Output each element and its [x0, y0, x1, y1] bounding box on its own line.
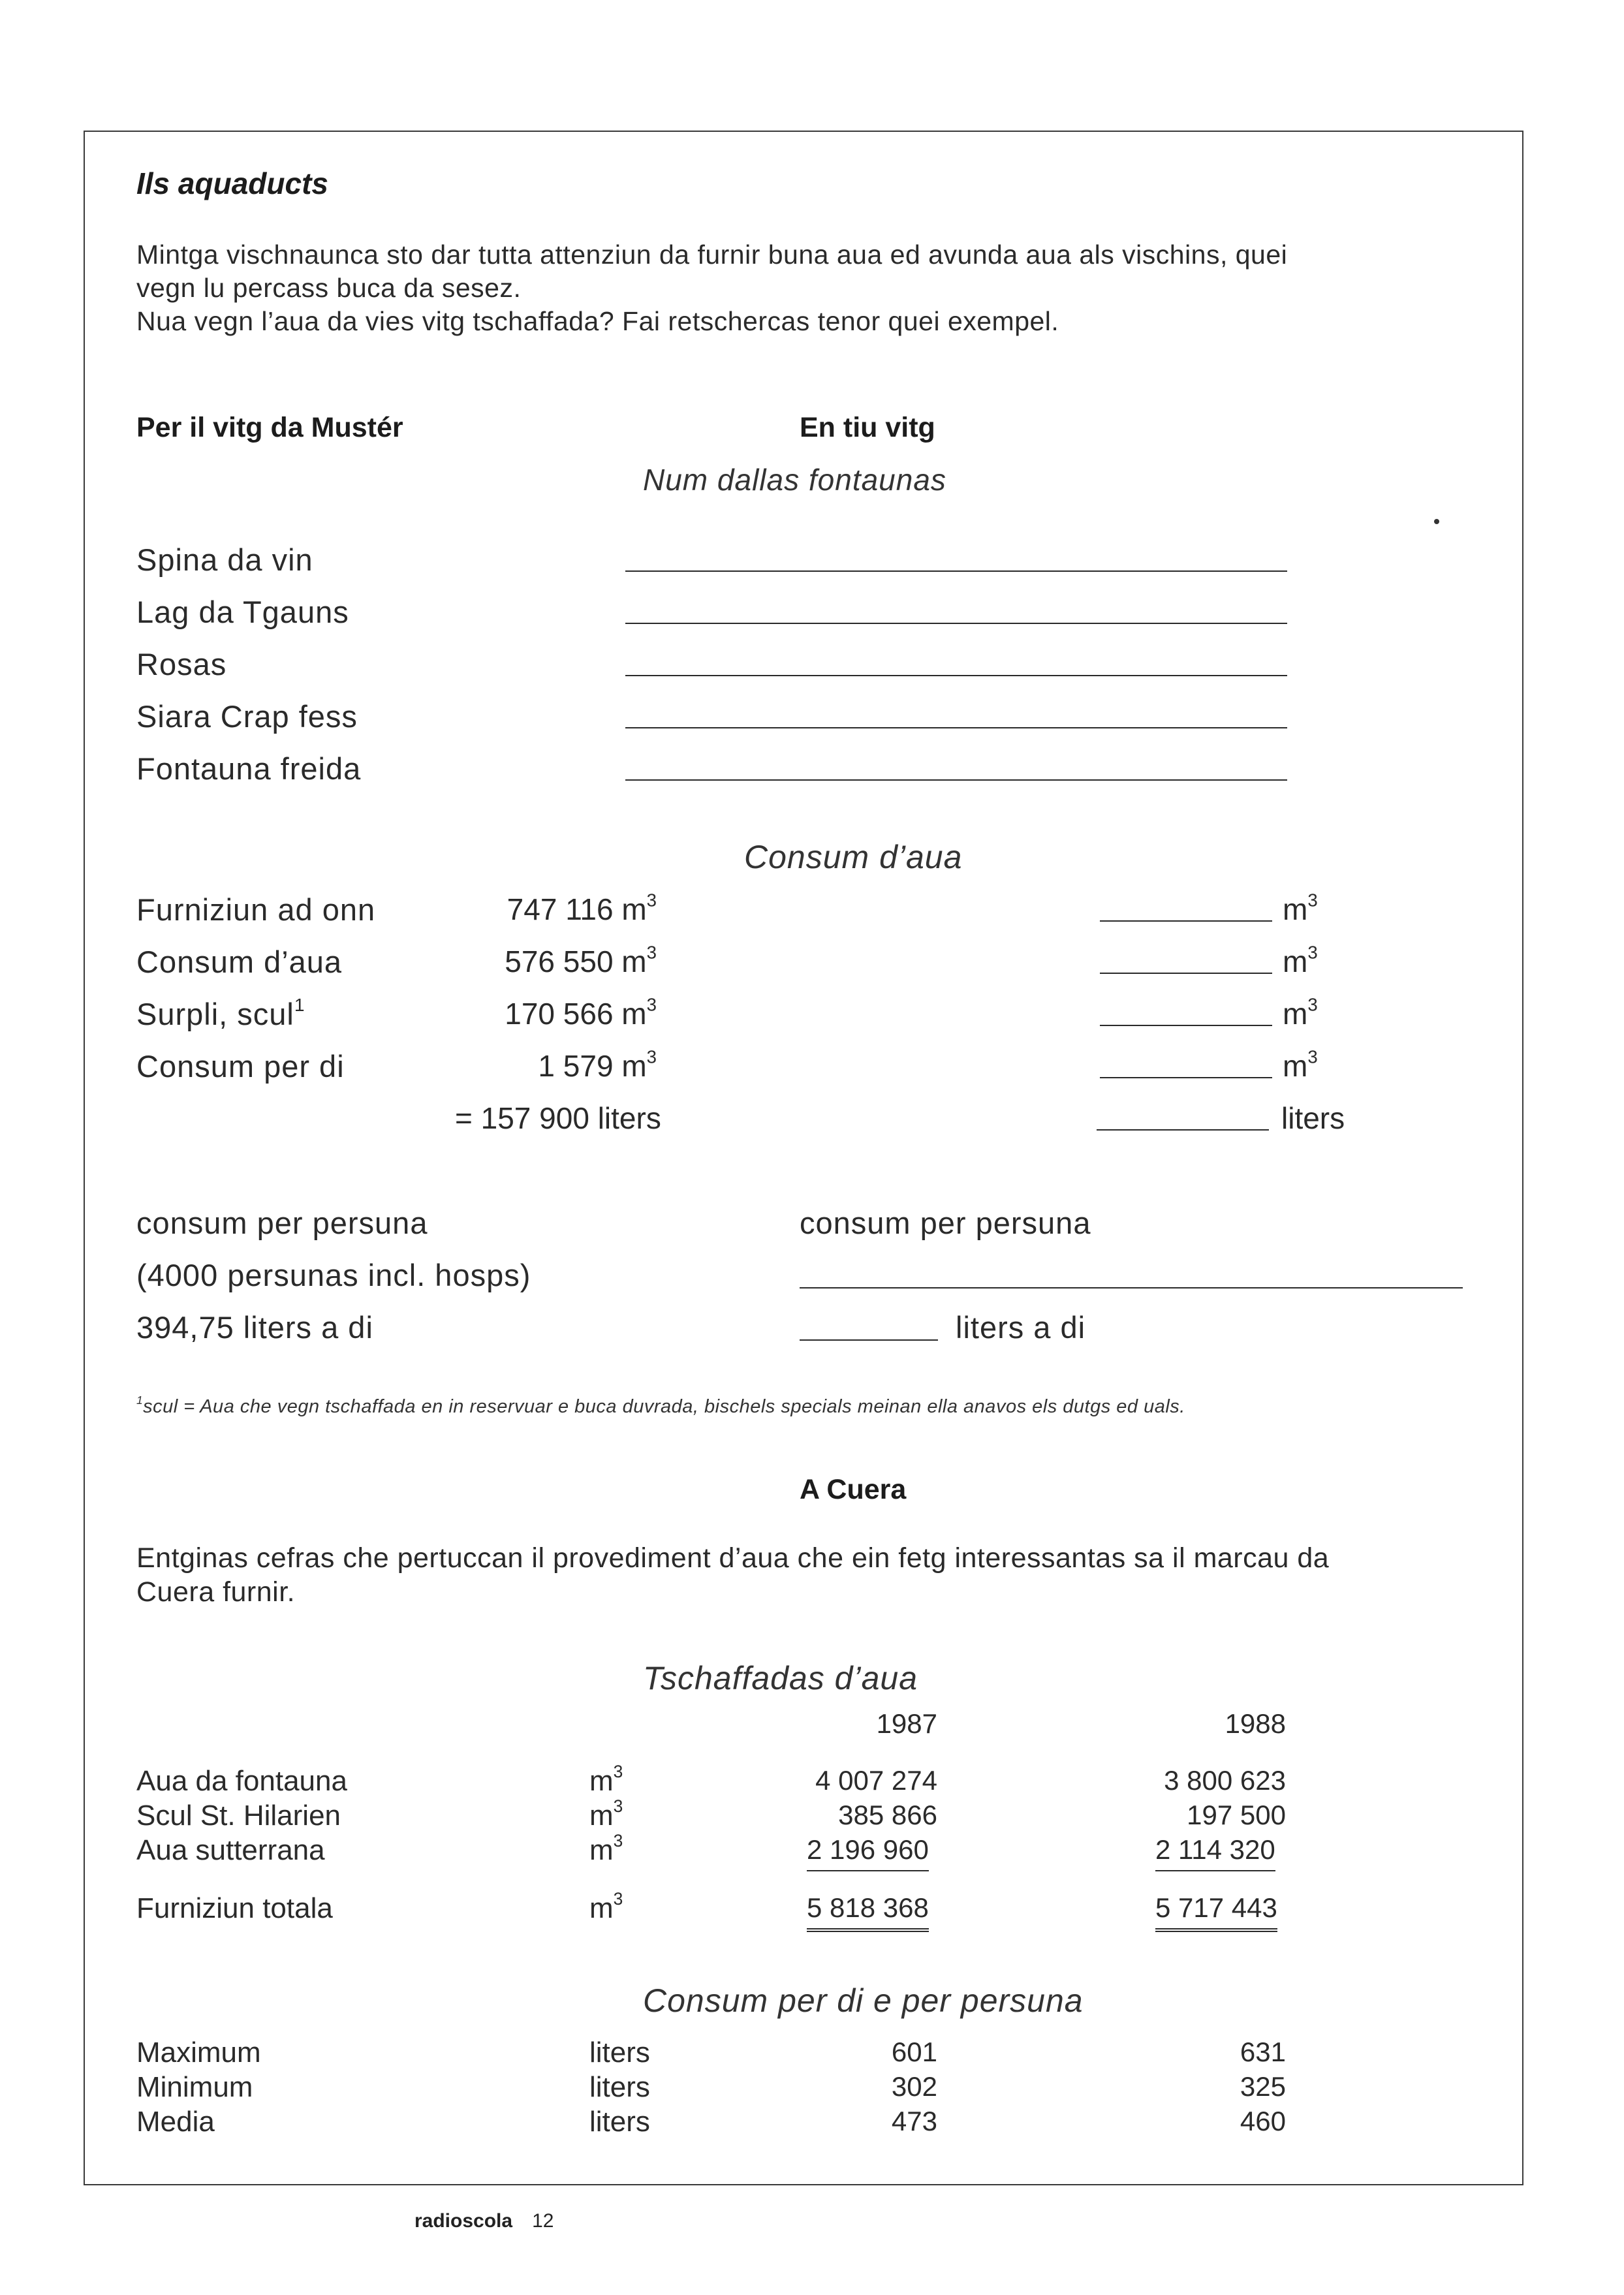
stray-dot	[1434, 519, 1439, 524]
persuna-right-line-1: consum per persuna	[800, 1206, 1091, 1240]
consum-blank-line[interactable]	[1100, 920, 1272, 922]
liters-value: = 157 900 liters	[455, 1101, 661, 1135]
table1-cell: 2 196 960	[807, 1836, 929, 1864]
source-item: Siara Crap fess	[136, 699, 358, 734]
consum-label: Surpli, scul$^1$	[136, 993, 305, 1031]
persuna-left-line-1: consum per persuna	[136, 1206, 428, 1240]
persuna-left-line-2: (4000 persunas incl. hosps)	[136, 1258, 531, 1292]
table2-unit: liters	[589, 2071, 650, 2103]
consum-subtitle: Consum d’aua	[744, 839, 963, 875]
table1-cell: 4 007 274	[815, 1765, 937, 1796]
table2-cell: 631	[1240, 2037, 1286, 2067]
table1-year-1987: 1987	[876, 1708, 937, 1739]
consum-value: 576 550 $m^3$	[505, 942, 657, 978]
right-heading: En tiu vitg	[800, 412, 935, 443]
source-blank-line[interactable]	[625, 623, 1287, 624]
left-heading: Per il vitg da Mustér	[136, 412, 403, 443]
table2-cell: 325	[1240, 2071, 1286, 2102]
table1-total-label: Furniziun totala	[136, 1892, 333, 1924]
page-footer: radioscola 12	[414, 2210, 554, 2232]
table2-cell: 601	[891, 2037, 937, 2067]
consum-unit: $m^3$	[1283, 1046, 1318, 1083]
table1-total-cell: 5 818 368	[807, 1894, 929, 1922]
table2-row-label: Minimum	[136, 2071, 253, 2103]
source-item: Rosas	[136, 647, 227, 681]
consum-unit: $m^3$	[1283, 942, 1318, 978]
table1-unit: $m^3$	[589, 1831, 623, 1866]
table1-year-1988: 1988	[1225, 1708, 1286, 1739]
source-item: Fontauna freida	[136, 751, 362, 786]
consum-label: Furniziun ad onn	[136, 892, 376, 927]
cuera-heading: A Cuera	[800, 1474, 907, 1505]
table2-cell: 460	[1240, 2106, 1286, 2136]
table1-unit: $m^3$	[589, 1762, 623, 1797]
intro-line-3: Nua vegn l’aua da vies vitg tschaffada? Fai retschercas tenor quei exempel.	[136, 306, 1059, 336]
table1-unit: $m^3$	[589, 1889, 623, 1924]
source-blank-line[interactable]	[625, 675, 1287, 676]
table2-cell: 302	[891, 2071, 937, 2102]
source-blank-line[interactable]	[625, 727, 1287, 728]
intro-line-2: vegn lu percass buca da sesez.	[136, 273, 522, 303]
table2-row-label: Media	[136, 2106, 215, 2138]
table1-cell: 3 800 623	[1164, 1765, 1286, 1796]
consum-blank-line[interactable]	[1100, 1025, 1272, 1026]
liters-blank-line[interactable]	[1097, 1129, 1269, 1131]
table1-cell: 2 114 320	[1155, 1836, 1275, 1864]
table1-subtitle: Tschaffadas d’aua	[643, 1660, 918, 1696]
persuna-left-line-3: 394,75 liters a di	[136, 1310, 373, 1345]
table2-cell: 473	[891, 2106, 937, 2136]
table1-total-cell: 5 717 443	[1155, 1894, 1277, 1922]
table2-subtitle: Consum per di e per persuna	[643, 1982, 1084, 2019]
source-item: Lag da Tgauns	[136, 595, 349, 629]
source-blank-line[interactable]	[625, 570, 1287, 572]
table2-unit: liters	[589, 2106, 650, 2138]
consum-blank-line[interactable]	[1100, 1077, 1272, 1078]
persuna-liters-blank-line[interactable]	[800, 1339, 938, 1341]
persuna-right-unit: liters a di	[956, 1310, 1086, 1345]
page-title: Ils aquaducts	[136, 166, 328, 200]
table1-cell: 197 500	[1187, 1800, 1286, 1830]
cuera-text-line-1: Entginas cefras che pertuccan il provediment d’aua che ein fetg interessantas sa il marcau da	[136, 1542, 1330, 1574]
table2-unit: liters	[589, 2037, 650, 2069]
table1-row-label: Aua da fontauna	[136, 1765, 347, 1797]
consum-label: Consum per di	[136, 1049, 345, 1084]
source-item: Spina da vin	[136, 542, 313, 577]
cuera-text-line-2: Cuera furnir.	[136, 1576, 296, 1608]
table1-row-label: Scul St. Hilarien	[136, 1800, 341, 1832]
table2-row-label: Maximum	[136, 2037, 261, 2069]
consum-value: 1 579 $m^3$	[538, 1046, 657, 1083]
table1-row-label: Aua sutterrana	[136, 1834, 325, 1866]
consum-blank-line[interactable]	[1100, 973, 1272, 974]
liters-unit: liters	[1281, 1101, 1345, 1135]
consum-unit: $m^3$	[1283, 994, 1318, 1031]
table1-unit: $m^3$	[589, 1796, 623, 1832]
sources-subtitle: Num dallas fontaunas	[643, 463, 946, 497]
consum-value: 170 566 $m^3$	[505, 994, 657, 1031]
persuna-blank-line[interactable]	[800, 1287, 1463, 1288]
consum-unit: $m^3$	[1283, 890, 1318, 926]
consum-label: Consum d’aua	[136, 945, 343, 979]
intro-line-1: Mintga vischnaunca sto dar tutta attenziun da furnir buna aua ed avunda aua als vischins, quei	[136, 240, 1288, 270]
footnote: $^1$scul = Aua che vegn tschaffada en in reservuar e buca duvrada, bischels specials meinan ella anavos els dutgs ed uals.	[136, 1393, 1185, 1417]
table1-cell: 385 866	[838, 1800, 937, 1830]
source-blank-line[interactable]	[625, 779, 1287, 781]
consum-value: 747 116 $m^3$	[507, 890, 657, 926]
